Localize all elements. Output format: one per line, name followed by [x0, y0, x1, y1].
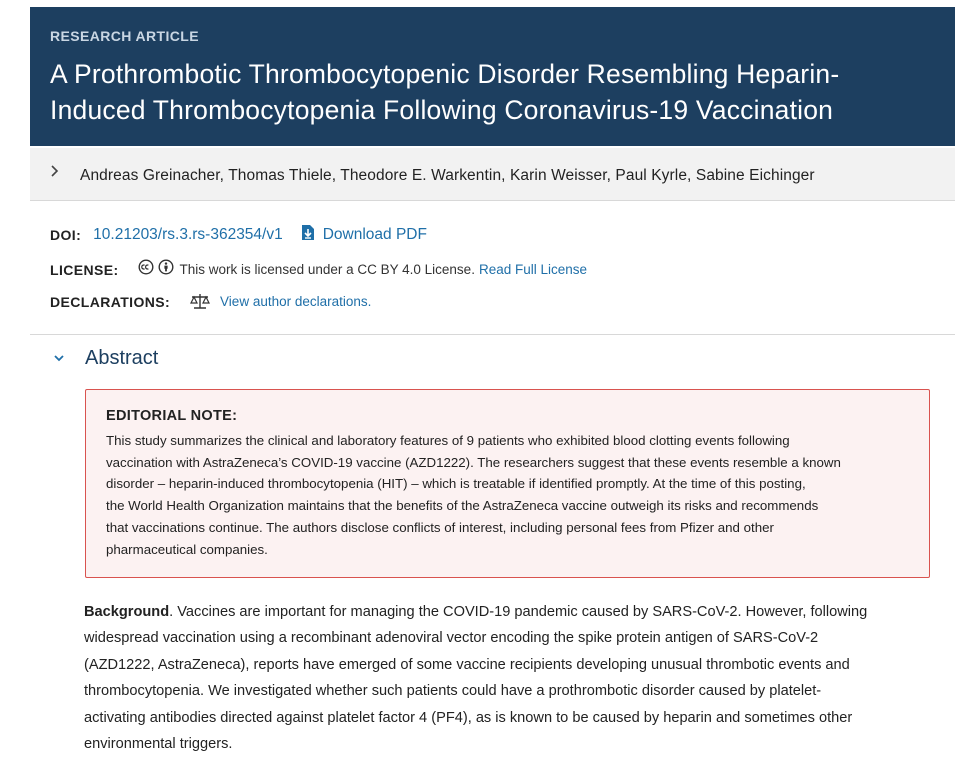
license-text: This work is licensed under a CC BY 4.0 License. — [179, 262, 475, 277]
background-line: Background. Vaccines are important for managing the COVID-19 pandemic caused by SARS-CoV-2. However, following — [84, 604, 868, 620]
declarations-label: DECLARATIONS: — [50, 293, 171, 310]
background-line: thrombocytopenia. We investigated whether such patients could have a prothrombotic disorder caused by platelet- — [84, 683, 822, 700]
authors-bar[interactable] — [30, 148, 955, 201]
background-line: activating antibodies directed against platelet factor 4 (PF4), as is known to be caused by heparin and sometimes other — [84, 709, 853, 726]
article-type-label: RESEARCH ARTICLE — [50, 28, 199, 44]
article-title — [50, 56, 935, 128]
download-file-icon — [301, 224, 315, 246]
declarations-row — [50, 293, 371, 310]
license-row — [50, 259, 587, 280]
chevron-down-icon[interactable] — [52, 350, 66, 366]
download-pdf-button[interactable] — [301, 224, 427, 246]
download-pdf-label: Download PDF — [322, 226, 427, 243]
abstract-heading[interactable]: Abstract — [85, 347, 159, 369]
note-line: This study summarizes the clinical and laboratory features of 9 patients who exhibited blood clotting events following — [106, 433, 790, 448]
doi-label: DOI: — [50, 227, 82, 243]
section-divider — [30, 334, 955, 335]
background-paragraph — [84, 599, 929, 757]
title-line-1: A Prothrombotic Thrombocytopenic Disorder Resembling Heparin- — [50, 59, 840, 89]
note-line: pharmaceutical companies. — [106, 541, 268, 557]
cc-icon — [138, 259, 154, 280]
note-line: that vaccinations continue. The authors disclose conflicts of interest, including personal fees from Pfizer and other — [106, 519, 774, 535]
background-line: (AZD1222, AstraZeneca), reports have emerged of some vaccine recipients developing unusual thrombotic events and — [84, 656, 850, 673]
editorial-note-title: EDITORIAL NOTE: — [106, 408, 238, 424]
doi-link[interactable]: 10.21203/rs.3.rs-362354/v1 — [93, 226, 283, 243]
background-label: Background — [84, 604, 170, 620]
attribution-icon — [158, 259, 174, 280]
article-header — [30, 7, 955, 146]
editorial-note — [85, 389, 930, 578]
chevron-right-icon[interactable] — [50, 164, 60, 180]
note-line: disorder – heparin-induced thrombocytopenia (HIT) – which is treatable if identified promptly. At the time of this posting, — [106, 476, 806, 492]
view-declarations-link[interactable]: View author declarations. — [220, 294, 372, 309]
note-line: the World Health Organization maintains that the benefits of the AstraZeneca vaccine outweigh its risks and recommends — [106, 498, 819, 514]
doi-row — [50, 224, 427, 246]
note-line: vaccination with AstraZeneca’s COVID-19 vaccine (AZD1222). The researchers suggest that these events resemble a known — [106, 454, 841, 470]
license-label: LICENSE: — [50, 261, 119, 278]
read-full-license-link[interactable]: Read Full License — [478, 262, 588, 277]
scale-icon — [190, 293, 210, 310]
authors-list: Andreas Greinacher, Thomas Thiele, Theodore E. Warkentin, Karin Weisser, Paul Kyrle, Sabine Eichinger — [80, 167, 815, 184]
license-icons — [138, 259, 174, 280]
background-line: environmental triggers. — [84, 736, 233, 753]
editorial-note-body — [106, 430, 909, 560]
title-line-2: Induced Thrombocytopenia Following Coronavirus-19 Vaccination — [50, 95, 834, 125]
background-line: widespread vaccination using a recombinant adenoviral vector encoding the spike protein antigen of SARS-CoV-2 — [84, 630, 819, 647]
